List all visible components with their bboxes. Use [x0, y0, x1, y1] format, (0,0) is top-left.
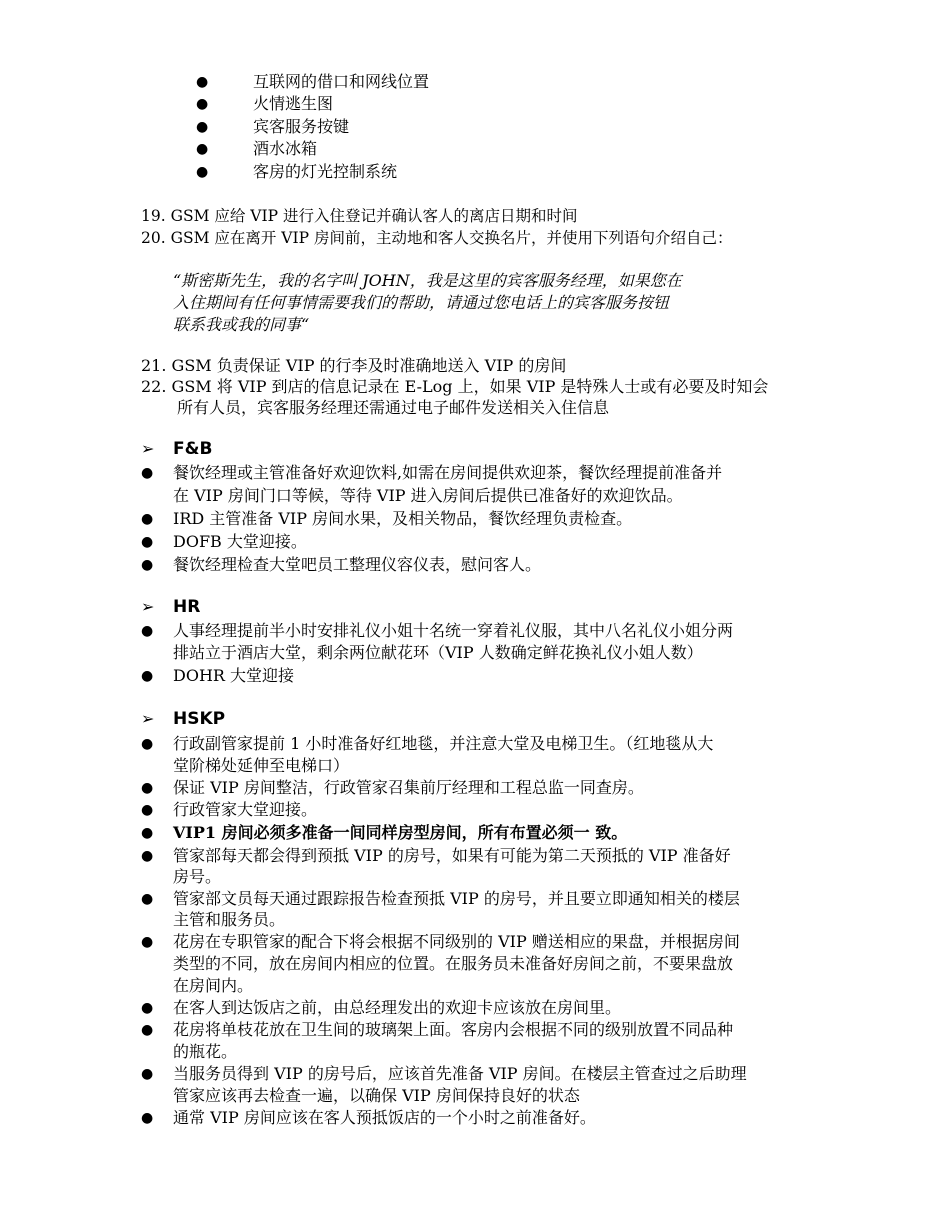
- bullet-marker: ●: [141, 557, 154, 573]
- bullet-marker: ●: [141, 802, 154, 818]
- bullet-marker: ●: [141, 736, 154, 752]
- list-item: 火情逃生图: [253, 94, 334, 113]
- list-item-cont: 的瓶花。: [173, 1042, 238, 1061]
- list-item: 管家部文员每天通过跟踪报告检查预抵 VIP 的房号，并且要立即通知相关的楼层: [173, 889, 740, 908]
- list-item-cont: 管家应该再去检查一遍，以确保 VIP 房间保持良好的状态: [173, 1086, 580, 1105]
- list-item-cont: 在 VIP 房间门口等候，等待 VIP 进入房间后提供已准备好的欢迎饮品。: [173, 486, 683, 505]
- list-item-cont: 排站立于酒店大堂，剩余两位献花环（VIP 人数确定鲜花换礼仪小姐人数）: [173, 643, 703, 662]
- section-heading: HSKP: [173, 709, 226, 729]
- section-heading: HR: [173, 597, 201, 617]
- bullet-marker: ●: [141, 465, 154, 481]
- list-item-cont: 主管和服务员。: [173, 910, 286, 929]
- section-heading: F&B: [173, 439, 213, 459]
- quote-line: 入住期间有任何事情需要我们的帮助，请通过您电话上的宾客服务按钮: [173, 293, 670, 312]
- numbered-item-21: 21. GSM 负责保证 VIP 的行李及时准确地送入 VIP 的房间: [141, 356, 567, 375]
- bullet-marker: ●: [196, 141, 209, 157]
- numbered-item-22: 22. GSM 将 VIP 到店的信息记录在 E-Log 上，如果 VIP 是特殊人士或有必要及时知会: [141, 377, 769, 396]
- list-item-cont: 在房间内。: [173, 976, 254, 995]
- list-item: 花房在专职管家的配合下将会根据不同级别的 VIP 赠送相应的果盘，并根据房间: [173, 932, 740, 951]
- bullet-marker: ●: [141, 511, 154, 527]
- bullet-marker: ●: [196, 96, 209, 112]
- list-item: 餐饮经理检查大堂吧员工整理仪容仪表，慰问客人。: [173, 555, 542, 574]
- bullet-marker: ●: [141, 780, 154, 796]
- numbered-item-20: 20. GSM 应在离开 VIP 房间前，主动地和客人交换名片，并使用下列语句介绍自己：: [141, 229, 733, 247]
- arrow-bullet-icon: ➢: [141, 439, 155, 458]
- list-item: 客房的灯光控制系统: [253, 162, 398, 181]
- list-item: 酒水冰箱: [253, 139, 318, 158]
- numbered-item-22-cont: 所有人员，宾客服务经理还需通过电子邮件发送相关入住信息: [177, 398, 610, 417]
- bullet-marker: ●: [141, 934, 154, 950]
- list-item: DOHR 大堂迎接: [173, 666, 295, 685]
- bullet-marker: ●: [196, 164, 209, 180]
- list-item-cont: 类型的不同，放在房间内相应的位置。在服务员未准备好房间之前，不要果盘放: [173, 954, 734, 973]
- bullet-marker: ●: [141, 1110, 154, 1126]
- quote-line: “斯密斯先生，我的名字叫 JOHN，我是这里的宾客服务经理，如果您在: [173, 271, 682, 290]
- bullet-marker: ●: [141, 825, 154, 841]
- list-item-emphasis: VIP1 房间必须多准备一间同样房型房间，所有布置必须一 致。: [173, 823, 628, 842]
- list-item: 管家部每天都会得到预抵 VIP 的房号，如果有可能为第二天预抵的 VIP 准备好: [173, 846, 731, 865]
- arrow-bullet-icon: ➢: [141, 709, 155, 728]
- bullet-marker: ●: [141, 534, 154, 550]
- list-item-cont: 堂阶梯处延伸至电梯口）: [173, 756, 350, 775]
- bullet-marker: ●: [141, 848, 154, 864]
- list-item: DOFB 大堂迎接。: [173, 532, 307, 551]
- bullet-marker: ●: [196, 119, 209, 135]
- quote-line: 联系我或我的同事“: [173, 315, 310, 334]
- list-item: 通常 VIP 房间应该在客人预抵饭店的一个小时之前准备好。: [173, 1108, 596, 1127]
- bullet-marker: ●: [141, 1066, 154, 1082]
- list-item-cont: 房号。: [173, 867, 222, 886]
- bullet-marker: ●: [141, 623, 154, 639]
- list-item: 互联网的借口和网线位置: [253, 72, 430, 91]
- numbered-item-19: 19. GSM 应给 VIP 进行入住登记并确认客人的离店日期和时间: [141, 207, 578, 225]
- list-item: 行政管家大堂迎接。: [173, 800, 318, 819]
- list-item: 行政副管家提前 1 小时准备好红地毯，并注意大堂及电梯卫生。（红地毯从大: [173, 734, 714, 753]
- list-item: 宾客服务按键: [253, 117, 350, 136]
- list-item: 当服务员得到 VIP 的房号后，应该首先准备 VIP 房间。在楼层主管查过之后助理: [173, 1064, 747, 1083]
- bullet-marker: ●: [141, 891, 154, 907]
- list-item: 保证 VIP 房间整洁，行政管家召集前厅经理和工程总监一同查房。: [173, 778, 644, 797]
- list-item: IRD 主管准备 VIP 房间水果，及相关物品，餐饮经理负责检查。: [173, 509, 633, 528]
- bullet-marker: ●: [141, 1022, 154, 1038]
- bullet-marker: ●: [196, 74, 209, 90]
- bullet-marker: ●: [141, 1000, 154, 1016]
- list-item: 在客人到达饭店之前，由总经理发出的欢迎卡应该放在房间里。: [173, 998, 622, 1017]
- list-item: 餐饮经理或主管准备好欢迎饮料,如需在房间提供欢迎茶，餐饮经理提前准备并: [173, 463, 723, 482]
- bullet-marker: ●: [141, 668, 154, 684]
- arrow-bullet-icon: ➢: [141, 597, 155, 616]
- list-item: 人事经理提前半小时安排礼仪小姐十名统一穿着礼仪服，其中八名礼仪小姐分两: [173, 621, 734, 640]
- list-item: 花房将单枝花放在卫生间的玻璃架上面。客房内会根据不同的级别放置不同品种: [173, 1020, 734, 1039]
